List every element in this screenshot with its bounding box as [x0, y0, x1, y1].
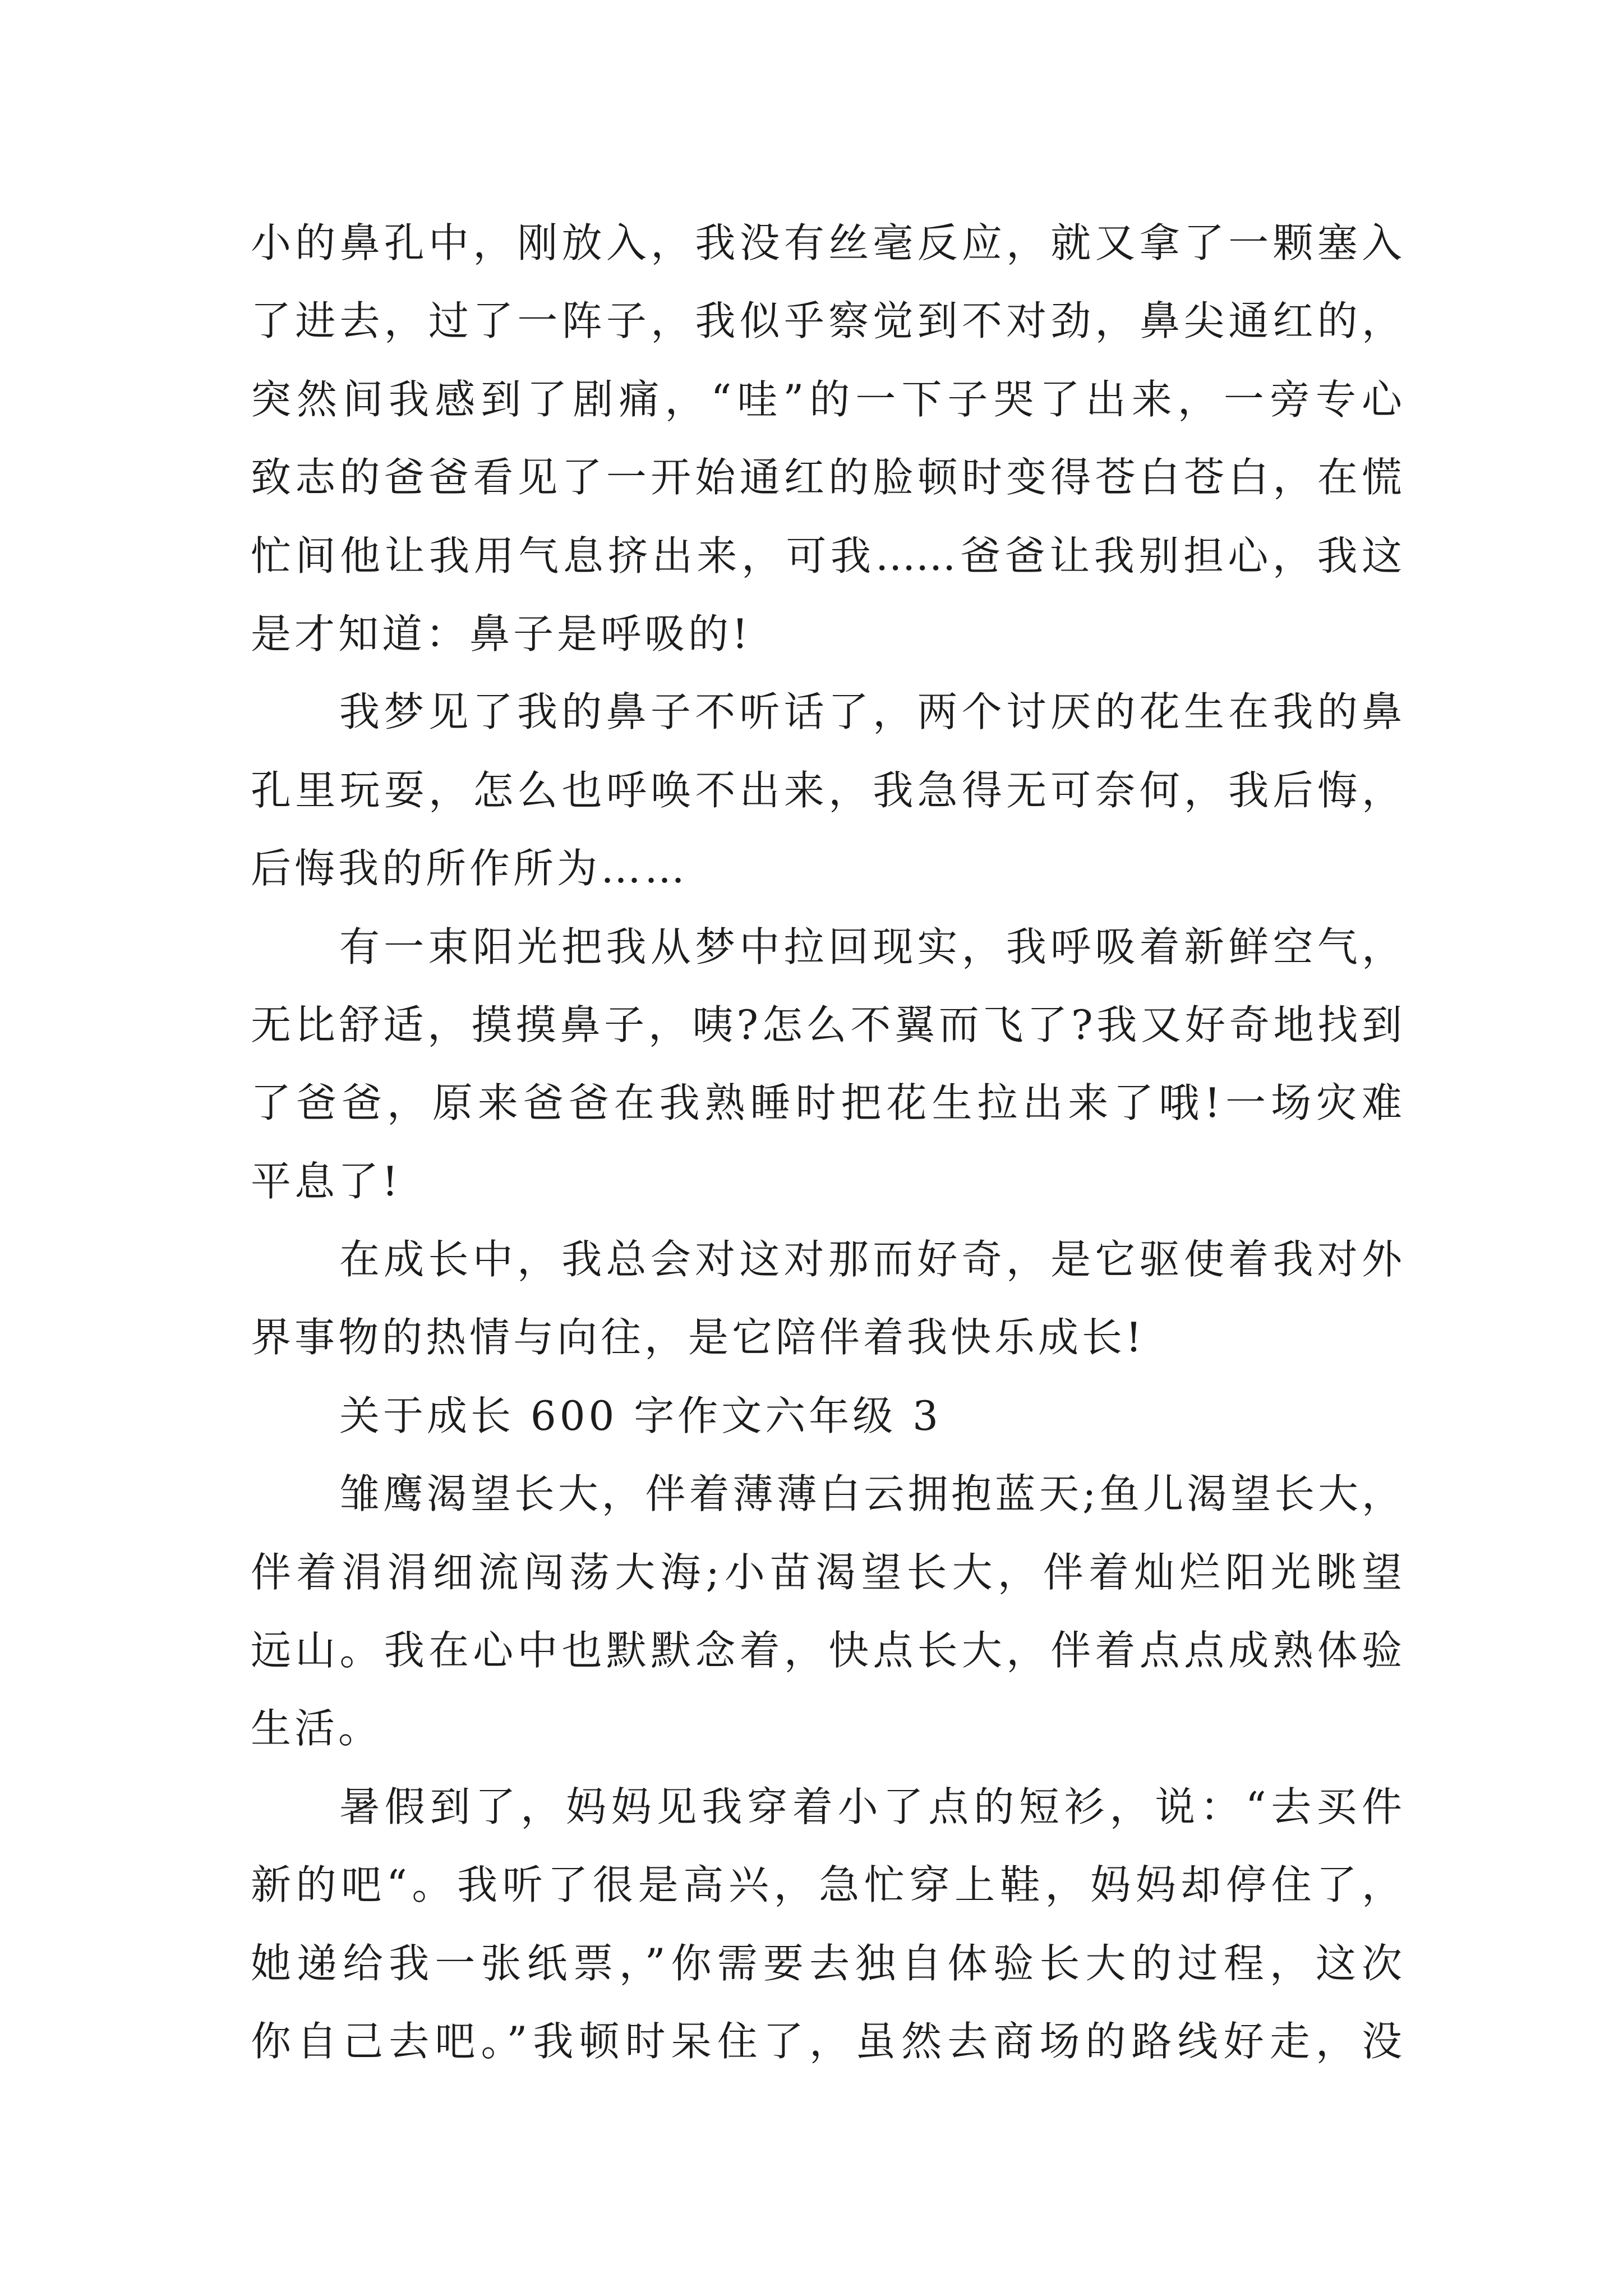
paragraph-first-line: 我梦见了我的鼻子不听话了，两个讨厌的花生在我的鼻 [339, 688, 1402, 736]
text-line: 忙间他让我用气息挤出来，可我……爸爸让我别担心，我这 [251, 532, 1402, 579]
paragraph-first-line: 在成长中，我总会对这对那而好奇，是它驱使着我对外 [339, 1236, 1402, 1283]
text-line: 生活。 [251, 1705, 382, 1752]
paragraph-first-line: 雏鹰渴望长大，伴着薄薄白云拥抱蓝天;鱼儿渴望长大， [339, 1470, 1402, 1518]
text-line: 突然间我感到了剧痛，“哇”的一下子哭了出来，一旁专心 [251, 375, 1402, 423]
paragraph-first-line: 暑假到了，妈妈见我穿着小了点的短衫，说：“去买件 [339, 1783, 1402, 1830]
paragraph-first-line: 有一束阳光把我从梦中拉回现实，我呼吸着新鲜空气， [339, 923, 1402, 970]
text-line: 界事物的热情与向往，是它陪伴着我快乐成长! [251, 1314, 1145, 1361]
text-line: 小的鼻孔中，刚放入，我没有丝毫反应，就又拿了一颗塞入 [251, 219, 1402, 266]
text-line: 平息了! [251, 1157, 402, 1205]
text-line: 了爸爸，原来爸爸在我熟睡时把花生拉出来了哦!一场灾难 [251, 1079, 1402, 1127]
text-line: 孔里玩耍，怎么也呼唤不出来，我急得无可奈何，我后悔， [251, 766, 1402, 814]
text-line: 后悔我的所作所为…… [251, 845, 689, 892]
text-line: 她递给我一张纸票，”你需要去独自体验长大的过程，这次 [251, 1939, 1402, 1987]
text-line: 远山。我在心中也默默念着，快点长大，伴着点点成熟体验 [251, 1627, 1402, 1674]
text-line: 了进去，过了一阵子，我似乎察觉到不对劲，鼻尖通红的， [251, 297, 1402, 345]
body-text [251, 204, 1402, 2081]
text-line: 是才知道：鼻子是呼吸的! [251, 610, 751, 657]
section-heading: 关于成长 600 字作文六年级 3 [339, 1392, 942, 1439]
text-line: 你自己去吧。”我顿时呆住了，虽然去商场的路线好走，没 [251, 2017, 1402, 2065]
text-line: 无比舒适，摸摸鼻子，咦?怎么不翼而飞了?我又好奇地找到 [251, 1001, 1402, 1048]
text-line: 致志的爸爸看见了一开始通红的脸顿时变得苍白苍白，在慌 [251, 454, 1402, 501]
text-line: 伴着涓涓细流闯荡大海;小苗渴望长大，伴着灿烂阳光眺望 [251, 1548, 1402, 1596]
text-line: 新的吧“。我听了很是高兴，急忙穿上鞋，妈妈却停住了， [251, 1861, 1402, 1909]
